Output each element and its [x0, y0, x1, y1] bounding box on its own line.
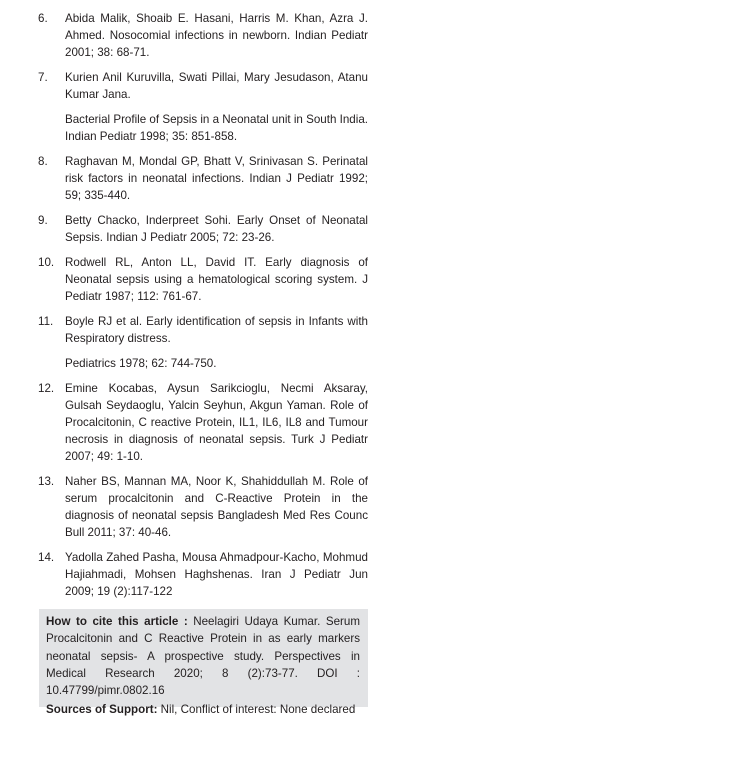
reference-number: 8.	[38, 155, 48, 168]
reference-text: Raghavan M, Mondal GP, Bhatt V, Srinivasan S. Perinatal risk factors in neonatal infections. Indian J Pediatr 1992; 59; 335-440.	[65, 155, 368, 202]
reference-text: Pediatrics 1978; 62: 744-750.	[65, 357, 217, 370]
reference-list	[38, 10, 368, 608]
reference-number: 11.	[38, 315, 54, 328]
reference-text: Emine Kocabas, Aysun Sarikcioglu, Necmi Aksaray, Gulsah Seydaoglu, Yalcin Seyhun, Akgun Yaman. Role of Procalcitonin, C reactive Protein, IL1, IL6, IL8 and Tumour necrosis in diagnosis of neonatal sepsis. Turk J Pediatr 2007; 49: 1-10.	[65, 382, 368, 463]
reference-text: Boyle RJ et al. Early identification of sepsis in Infants with Respiratory distress.	[65, 315, 368, 345]
reference-text: Rodwell RL, Anton LL, David IT. Early diagnosis of Neonatal sepsis using a hematological scoring system. J Pediatr 1987; 112: 761-67.	[65, 256, 368, 303]
citation-box	[39, 609, 368, 717]
how-to-cite-label: How to cite this article :	[46, 615, 188, 628]
reference-item	[38, 10, 368, 61]
sources-of-support-text: Nil, Conflict of interest: None declared	[157, 703, 356, 717]
reference-number: 13.	[38, 475, 55, 488]
reference-number: 9.	[38, 214, 48, 227]
reference-item	[38, 380, 368, 465]
reference-text: Yadolla Zahed Pasha, Mousa Ahmadpour-Kacho, Mohmud Hajiahmadi, Mohsen Haghshenas. Iran J Pediatr Jun 2009; 19 (2):117-122	[65, 551, 368, 598]
reference-number: 12.	[38, 382, 55, 395]
reference-text: Bacterial Profile of Sepsis in a Neonatal unit in South India. Indian Pediatr 1998; 35: 851-858.	[65, 113, 368, 143]
how-to-cite	[46, 613, 360, 699]
reference-number: 10.	[38, 256, 55, 269]
how-to-cite-text: Neelagiri Udaya Kumar. Serum Procalcitonin and C Reactive Protein in as early markers neonatal sepsis- A prospective study. Perspectives in Medical Research 2020; 8 (2):73-77. DOI : 10.47799/pimr.0802.16	[46, 615, 360, 698]
reference-number: 7.	[38, 71, 48, 84]
reference-item	[38, 254, 368, 305]
reference-text: Abida Malik, Shoaib E. Hasani, Harris M. Khan, Azra J. Ahmed. Nosocomial infections in newborn. Indian Pediatr 2001; 38: 68-71.	[65, 12, 368, 59]
reference-item	[38, 212, 368, 246]
sources-of-support-label: Sources of Support:	[46, 703, 158, 717]
reference-item	[38, 473, 368, 541]
reference-text: Kurien Anil Kuruvilla, Swati Pillai, Mary Jesudason, Atanu Kumar Jana.	[65, 71, 368, 101]
reference-text: Betty Chacko, Inderpreet Sohi. Early Onset of Neonatal Sepsis. Indian J Pediatr 2005; 72: 23-26.	[65, 214, 368, 244]
reference-number: 14.	[38, 551, 55, 564]
sources-of-support	[46, 701, 360, 718]
reference-item	[38, 153, 368, 204]
reference-number: 6.	[38, 12, 48, 25]
reference-item	[38, 313, 368, 372]
reference-item	[38, 549, 368, 600]
reference-item	[38, 69, 368, 145]
reference-text: Naher BS, Mannan MA, Noor K, Shahiddullah M. Role of serum procalcitonin and C-Reactive Protein in the diagnosis of neonatal sepsis Bangladesh Med Res Counc Bull 2011; 37: 40-46.	[65, 475, 368, 539]
